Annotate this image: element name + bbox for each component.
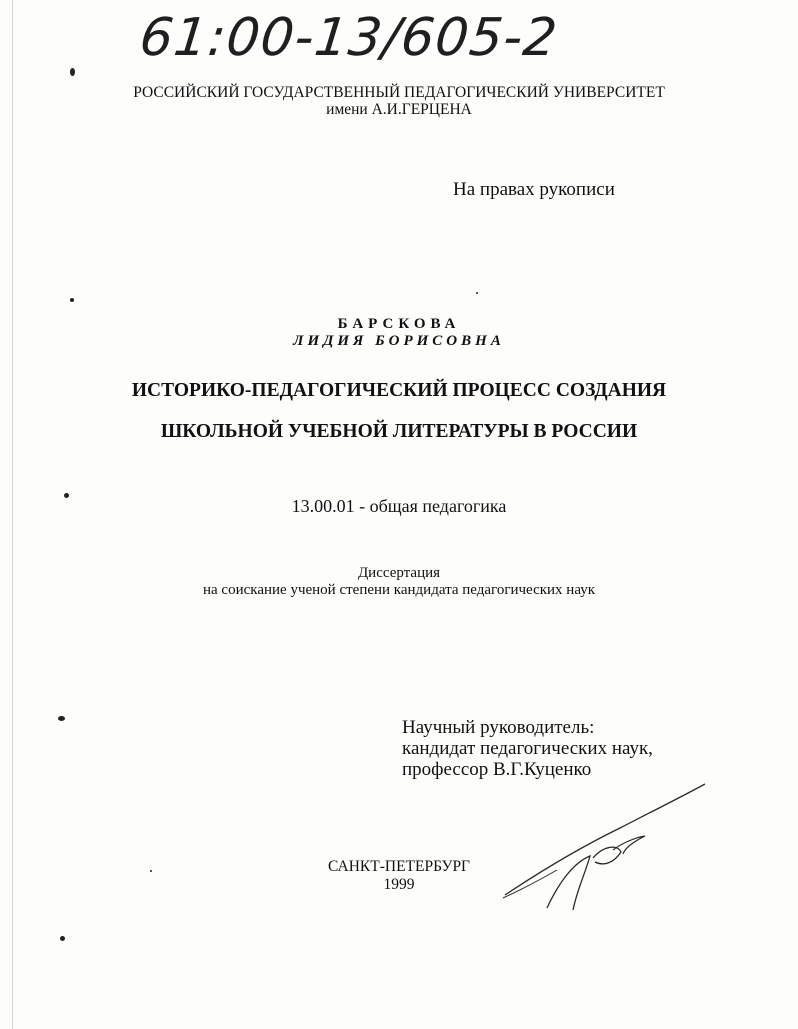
scan-speck [70, 68, 75, 76]
specialty-code: 13.00.01 - общая педагогика [291, 496, 507, 516]
university-named-after: имени А.И.ГЕРЦЕНА [326, 101, 472, 118]
author-surname: БАРСКОВА [337, 316, 461, 332]
dissertation-type: Диссертация [357, 565, 441, 581]
supervisor-name: профессор В.Г.Куценко [402, 759, 592, 780]
scan-speck [476, 292, 478, 294]
supervisor-signature [495, 770, 715, 920]
scan-speck [58, 716, 65, 721]
dissertation-degree: на соискание ученой степени кандидата педагогических наук [202, 582, 596, 598]
publication-city: САНКТ-ПЕТЕРБУРГ [327, 858, 471, 875]
scan-speck [60, 936, 65, 941]
manuscript-rights-note: На правах рукописи [453, 179, 615, 200]
scan-speck [150, 870, 152, 872]
handwritten-catalog-number: 61:00-13/605-2 [136, 8, 561, 68]
publication-year: 1999 [383, 876, 415, 893]
author-given-names: ЛИДИЯ БОРИСОВНА [293, 333, 505, 349]
supervisor-label: Научный руководитель: [402, 717, 595, 738]
scan-speck [64, 493, 69, 498]
scan-speck [70, 298, 74, 302]
thesis-title-line-1: ИСТОРИКО-ПЕДАГОГИЧЕСКИЙ ПРОЦЕСС СОЗДАНИЯ [131, 380, 667, 401]
university-name: РОССИЙСКИЙ ГОСУДАРСТВЕННЫЙ ПЕДАГОГИЧЕСКИЙ УНИВЕРСИТЕТ [133, 84, 665, 101]
thesis-title-line-2: ШКОЛЬНОЙ УЧЕБНОЙ ЛИТЕРАТУРЫ В РОССИИ [160, 421, 638, 442]
supervisor-degree: кандидат педагогических наук, [402, 738, 653, 759]
